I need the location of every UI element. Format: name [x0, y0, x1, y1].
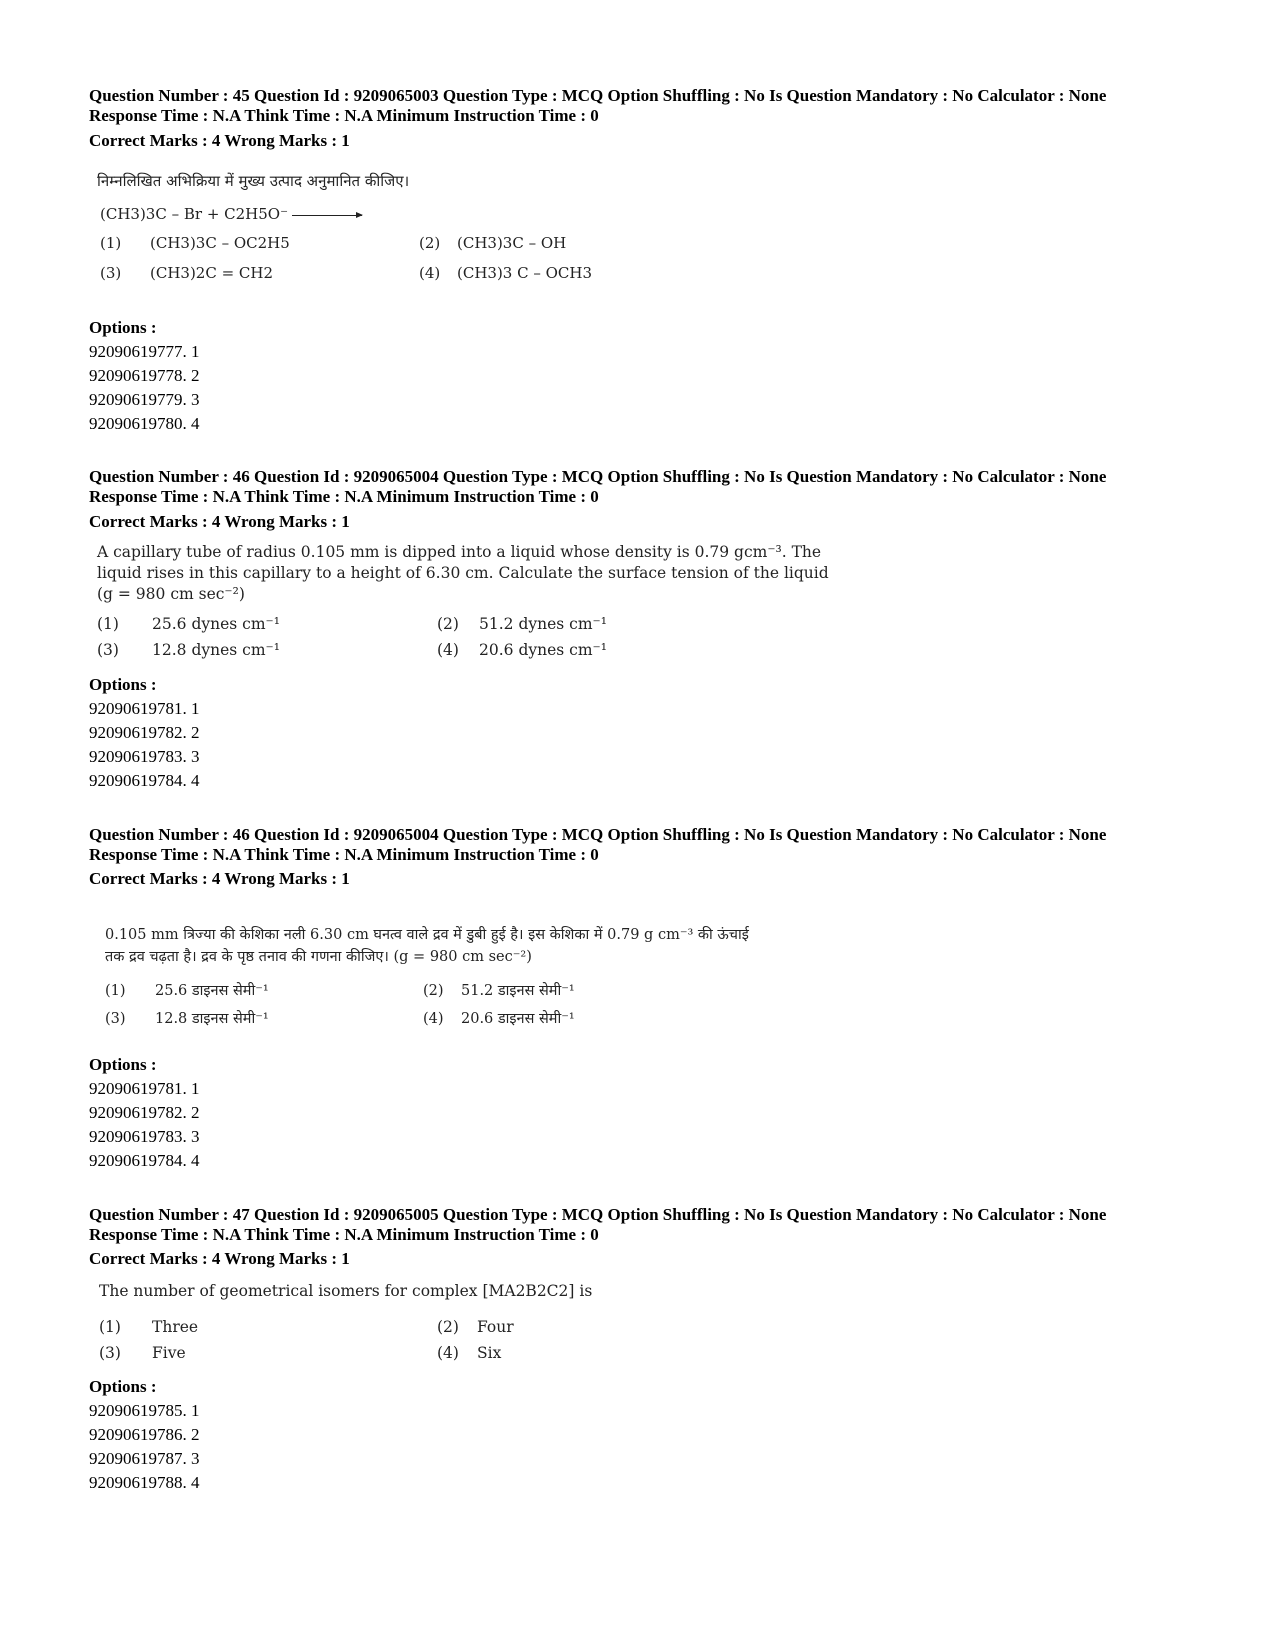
q46en-option-1: 92090619781. 1: [89, 699, 200, 718]
q45-choice-4: (4) (CH3)3 C – OCH3: [419, 264, 593, 282]
q46en-options-label: Options :: [89, 675, 157, 694]
q46hi-meta-line-1: Question Number : 46 Question Id : 9209065004 Question Type : MCQ Option Shuffling : No Is Question Mandatory : No Calculator : None: [89, 825, 1107, 844]
q47-option-4: 92090619788. 4: [89, 1473, 200, 1492]
q46en-choice-3: (3) 12.8 dynes cm⁻¹: [97, 641, 280, 659]
q46hi-marks: Correct Marks : 4 Wrong Marks : 1: [89, 869, 350, 888]
q47-options-label: Options :: [89, 1377, 157, 1396]
q46en-choice-1: (1) 25.6 dynes cm⁻¹: [97, 615, 280, 633]
q46hi-meta-line-2: Response Time : N.A Think Time : N.A Minimum Instruction Time : 0: [89, 845, 599, 864]
q47-option-2: 92090619786. 2: [89, 1425, 200, 1444]
q45-marks: Correct Marks : 4 Wrong Marks : 1: [89, 131, 350, 150]
q46hi-choice-2: (2) 51.2 डाइनस सेमी⁻¹: [423, 983, 575, 999]
q46en-option-3: 92090619783. 3: [89, 747, 200, 766]
q47-marks: Correct Marks : 4 Wrong Marks : 1: [89, 1249, 350, 1268]
q46en-question-image: [97, 541, 829, 671]
q46hi-options-label: Options :: [89, 1055, 157, 1074]
q46en-question-line-2: liquid rises in this capillary to a height of 6.30 cm. Calculate the surface tension of the liquid: [97, 564, 829, 582]
q45-question-image: [97, 170, 617, 300]
q47-option-3: 92090619787. 3: [89, 1449, 200, 1468]
q47-question-image: [99, 1280, 619, 1380]
q47-question-text: The number of geometrical isomers for complex [MA2B2C2] is: [99, 1282, 593, 1300]
q47-meta-line-1: Question Number : 47 Question Id : 9209065005 Question Type : MCQ Option Shuffling : No Is Question Mandatory : No Calculator : None: [89, 1205, 1107, 1224]
q46en-option-2: 92090619782. 2: [89, 723, 200, 742]
q46hi-choice-1: (1) 25.6 डाइनस सेमी⁻¹: [105, 983, 269, 999]
q45-reaction-text: (CH3)3C – Br + C2H5O⁻: [100, 205, 289, 223]
q47-choice-4: (4) Six: [437, 1344, 502, 1362]
q45-choice-1: (1) (CH3)3C – OC2H5: [100, 234, 290, 252]
q47-choice-3: (3) Five: [99, 1344, 186, 1362]
q46en-marks: Correct Marks : 4 Wrong Marks : 1: [89, 512, 350, 531]
q46hi-question-line-2: तक द्रव चढ़ता है। द्रव के पृष्ठ तनाव की गणना कीजिए। (g = 980 cm sec⁻²): [105, 949, 532, 965]
q45-choice-3: (3) (CH3)2C = CH2: [100, 264, 274, 282]
q46en-question-line-3: (g = 980 cm sec⁻²): [97, 585, 245, 603]
q46en-question-line-1: A capillary tube of radius 0.105 mm is dipped into a liquid whose density is 0.79 gcm⁻³. The: [97, 543, 822, 561]
q46hi-option-4: 92090619784. 4: [89, 1151, 200, 1170]
q45-meta-line-2: Response Time : N.A Think Time : N.A Minimum Instruction Time : 0: [89, 106, 599, 125]
q46en-option-4: 92090619784. 4: [89, 771, 200, 790]
q47-choice-1: (1) Three: [99, 1318, 199, 1336]
q47-choice-2: (2) Four: [437, 1318, 514, 1336]
q45-option-2: 92090619778. 2: [89, 366, 200, 385]
q45-choice-2: (2) (CH3)3C – OH: [419, 234, 567, 252]
q45-reaction: [100, 203, 362, 225]
q46en-choice-2: (2) 51.2 dynes cm⁻¹: [437, 615, 607, 633]
q46hi-choice-3: (3) 12.8 डाइनस सेमी⁻¹: [105, 1011, 269, 1027]
q45-option-4: 92090619780. 4: [89, 414, 200, 433]
q45-option-3: 92090619779. 3: [89, 390, 200, 409]
q47-meta-line-2: Response Time : N.A Think Time : N.A Minimum Instruction Time : 0: [89, 1225, 599, 1244]
q46hi-choice-4: (4) 20.6 डाइनस सेमी⁻¹: [423, 1011, 575, 1027]
q46en-meta-line-2: Response Time : N.A Think Time : N.A Minimum Instruction Time : 0: [89, 487, 599, 506]
q46hi-option-3: 92090619783. 3: [89, 1127, 200, 1146]
q45-meta-line-1: Question Number : 45 Question Id : 9209065003 Question Type : MCQ Option Shuffling : No Is Question Mandatory : No Calculator : None: [89, 86, 1107, 105]
q46hi-question-line-1: 0.105 mm त्रिज्या की केशिका नली 6.30 cm घनत्व वाले द्रव में डुबी हुई है। इस केशिका में 0.79 g cm⁻³ की ऊंचाई: [105, 927, 749, 943]
q46en-meta-line-1: Question Number : 46 Question Id : 9209065004 Question Type : MCQ Option Shuffling : No Is Question Mandatory : No Calculator : None: [89, 467, 1107, 486]
q45-option-1: 92090619777. 1: [89, 342, 200, 361]
q45-question-text: निम्नलिखित अभिक्रिया में मुख्य उत्पाद अनुमानित कीजिए।: [97, 172, 410, 190]
q46hi-option-1: 92090619781. 1: [89, 1079, 200, 1098]
q46en-choice-4: (4) 20.6 dynes cm⁻¹: [437, 641, 607, 659]
reaction-arrow-icon: [292, 215, 362, 216]
q46hi-option-2: 92090619782. 2: [89, 1103, 200, 1122]
q47-option-1: 92090619785. 1: [89, 1401, 200, 1420]
q45-options-label: Options :: [89, 318, 157, 337]
q46hi-question-image: [105, 924, 805, 1044]
